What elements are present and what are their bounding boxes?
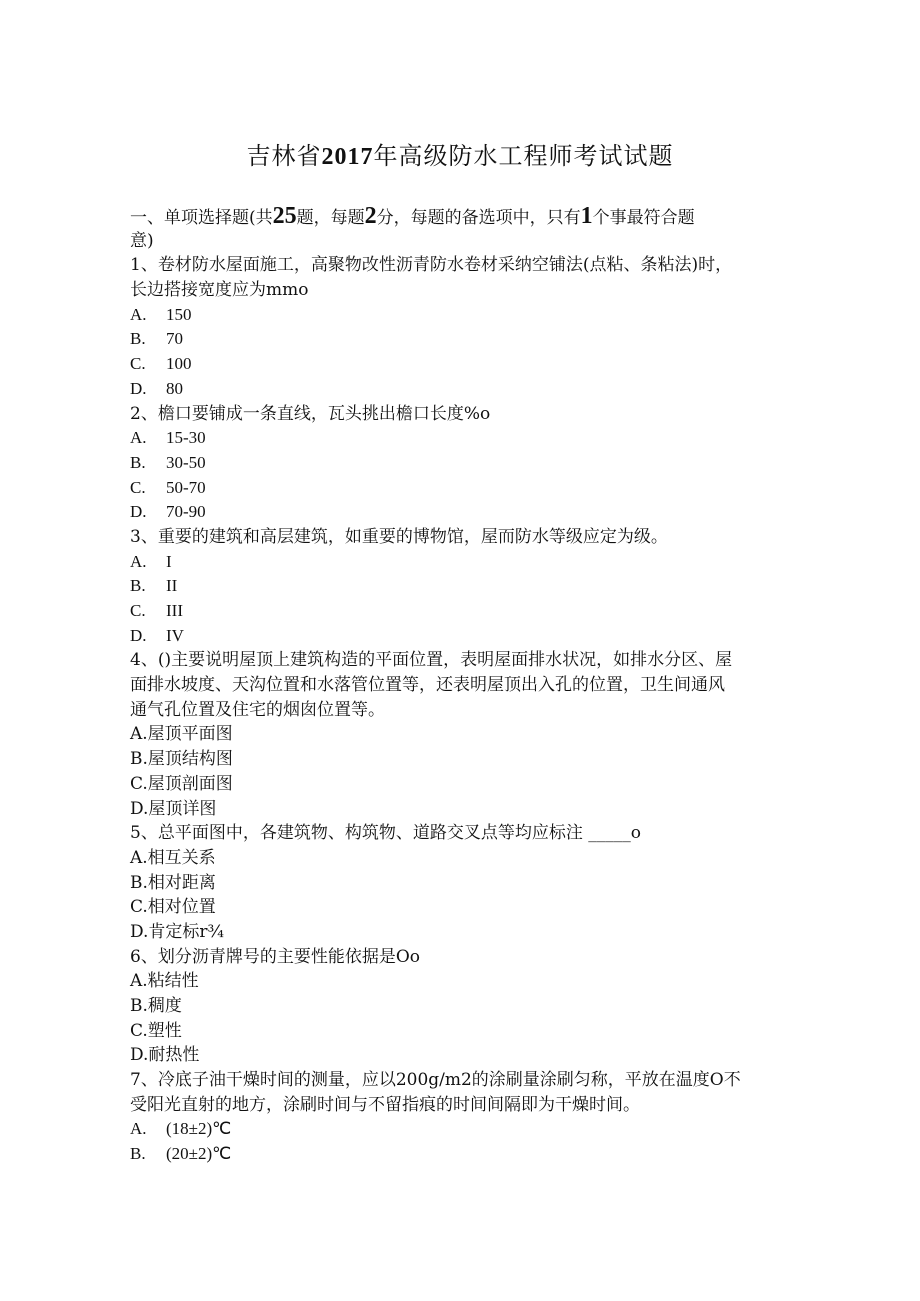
- option-value: IV: [166, 625, 184, 645]
- question-4-option-c[interactable]: C.屋顶剖面图: [130, 773, 233, 794]
- question-6-option-d[interactable]: D.耐热性: [130, 1045, 200, 1066]
- option-value: (18±2)℃: [166, 1119, 232, 1139]
- question-5-option-a[interactable]: A.相互关系: [130, 847, 216, 868]
- option-letter: A.: [130, 428, 147, 448]
- answer-count: 1: [580, 204, 593, 229]
- option-letter: C.: [130, 354, 146, 374]
- question-7-option-b[interactable]: [130, 1142, 800, 1167]
- question-2-option-d[interactable]: [130, 500, 800, 525]
- option-letter: D.: [130, 378, 147, 398]
- option-value: 70: [166, 329, 183, 349]
- option-value: 150: [166, 304, 192, 324]
- question-count: 25: [272, 204, 297, 229]
- option-letter: C.: [130, 477, 146, 497]
- section-text-1: 一、单项选择题(共: [130, 208, 273, 228]
- question-3-option-b[interactable]: [130, 574, 800, 599]
- option-value: 30-50: [166, 452, 206, 472]
- option-value: III: [166, 601, 183, 620]
- option-letter: C.: [130, 601, 146, 620]
- title-prefix: 吉林省: [246, 142, 322, 170]
- option-letter: D.: [130, 502, 147, 522]
- page-title: [0, 140, 920, 173]
- question-3-option-c[interactable]: [130, 599, 800, 624]
- section-text-4: 个事最符合题: [592, 208, 695, 228]
- section-text-2: 题，每题: [296, 208, 365, 228]
- option-value: 80: [166, 378, 183, 398]
- option-value: I: [166, 551, 172, 571]
- question-1-text: 1、卷材防水屋面施工，高聚物改性沥青防水卷材采纳空铺法(点粘、条粘法)时，: [130, 255, 733, 276]
- question-6-option-b[interactable]: B.稠度: [130, 996, 182, 1016]
- section-heading: [130, 204, 800, 229]
- question-1-option-c[interactable]: [130, 352, 800, 377]
- question-score: 2: [364, 204, 377, 229]
- option-letter: B.: [130, 1144, 146, 1164]
- question-7-option-a[interactable]: [130, 1117, 800, 1142]
- option-letter: A.: [130, 304, 147, 324]
- title-suffix: 年高级防水工程师考试试题: [373, 142, 674, 170]
- question-6-option-a[interactable]: A.粘结性: [130, 971, 199, 992]
- option-value: 15-30: [166, 428, 206, 448]
- question-1-option-d[interactable]: [130, 377, 800, 402]
- option-letter: D.: [130, 625, 147, 645]
- question-4-text-cont-2: 通气孔位置及住宅的烟囱位置等。: [130, 699, 385, 720]
- question-2-option-b[interactable]: [130, 451, 800, 476]
- option-value: 50-70: [166, 477, 206, 497]
- question-5-option-c[interactable]: C.相对位置: [130, 897, 216, 918]
- question-1-option-a[interactable]: [130, 303, 800, 328]
- option-value: 100: [166, 354, 192, 374]
- question-3-option-d[interactable]: [130, 624, 800, 649]
- question-4-text-cont-1: 面排水坡度、天沟位置和水落管位置等，还表明屋顶出入孔的位置，卫生间通风: [130, 675, 725, 696]
- question-2-text: 2、檐口要铺成一条直线，瓦头挑出檐口长度%o: [130, 403, 491, 424]
- question-7-text-cont: 受阳光直射的地方，涂刷时间与不留指痕的时间间隔即为干燥时间。: [130, 1094, 640, 1115]
- question-2-option-a[interactable]: [130, 426, 800, 451]
- question-5-text: 5、总平面图中，各建筑物、构筑物、道路交叉点等均应标注 _____o: [130, 823, 641, 844]
- question-3-option-a[interactable]: [130, 550, 800, 575]
- question-4-option-d[interactable]: D.屋顶详图: [130, 798, 217, 819]
- question-4-text: 4、()主要说明屋顶上建筑构造的平面位置，表明屋面排水状况，如排水分区、屋: [130, 650, 733, 671]
- question-6-text: 6、划分沥青牌号的主要性能依据是Oo: [130, 946, 420, 967]
- option-value: 70-90: [166, 502, 206, 522]
- option-letter: B.: [130, 576, 146, 596]
- question-7-text: 7、冷底子油干燥时间的测量，应以200g/m2的涂刷量涂刷匀称，平放在温度O不: [130, 1070, 741, 1091]
- question-5-option-d[interactable]: D.肯定标r¾: [130, 921, 225, 942]
- option-letter: B.: [130, 452, 146, 472]
- question-6-option-c[interactable]: C.塑性: [130, 1020, 182, 1041]
- question-1-text-cont: 长边搭接宽度应为mmo: [130, 280, 309, 301]
- question-1-option-b[interactable]: [130, 327, 800, 352]
- section-heading-cont: 意): [130, 230, 154, 251]
- title-year: 2017: [321, 144, 374, 170]
- question-4-option-b[interactable]: B.屋顶结构图: [130, 749, 233, 770]
- option-value: II: [166, 576, 178, 596]
- question-4-option-a[interactable]: A.屋顶平面图: [130, 724, 233, 745]
- question-3-text: 3、重要的建筑和高层建筑，如重要的博物馆，屋而防水等级应定为级。: [130, 526, 668, 547]
- option-letter: A.: [130, 1119, 147, 1139]
- question-2-option-c[interactable]: [130, 476, 800, 501]
- option-letter: A.: [130, 551, 147, 571]
- section-text-3: 分，每题的备选项中，只有: [376, 208, 581, 228]
- question-5-option-b[interactable]: B.相对距离: [130, 872, 216, 893]
- exam-content: [130, 204, 800, 1167]
- option-value: (20±2)℃: [166, 1144, 232, 1164]
- option-letter: B.: [130, 329, 146, 349]
